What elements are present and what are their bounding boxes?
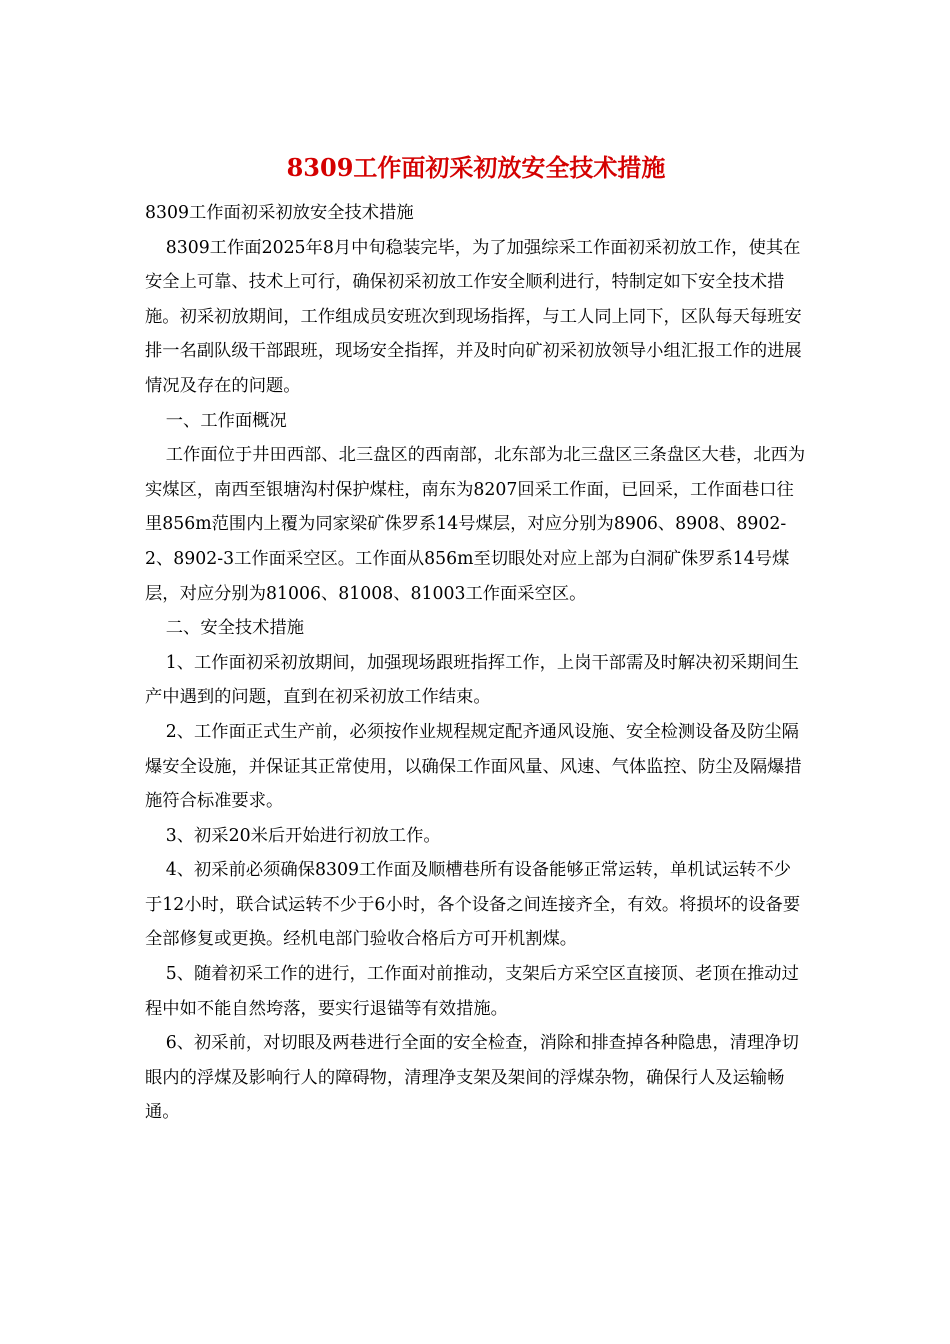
overview-paragraph: 工作面位于井田西部、北三盘区的西南部，北东部为北三盘区三条盘区大巷，北西为实煤区，南西至银塘沟村保护煤柱，南东为8207回采工作面，已回采，工作面巷口往里856m范围内上覆为同家梁矿侏罗系14号煤层，对应分别为8906、8908、8902-2、8902-3工作面采空区。工作面从856m至切眼处对应上部为白洞矿侏罗系14号煤层，对应分别为81006、81008、81003工作面采空区。	[145, 445, 806, 604]
section-heading-overview: 一、工作面概况	[165, 410, 287, 431]
document-title: 8309工作面初采初放安全技术措施	[286, 153, 666, 182]
intro-paragraph: 8309工作面2025年8月中旬稳装完毕，为了加强综采工作面初采初放工作，使其在安全上可靠、技术上可行，确保初采初放工作安全顺利进行，特制定如下安全技术措施。初采初放期间，工作组成员安班次到现场指挥，与工人同上同下，区队每天每班安排一名副队级干部跟班，现场安全指挥，并及时向矿初采初放领导小组汇报工作的进展情况及存在的问题。	[145, 237, 802, 396]
document-subtitle: 8309工作面初采初放安全技术措施	[145, 203, 414, 223]
measure-item-6: 6、初采前，对切眼及两巷进行全面的安全检查，消除和排查掉各种隐患，清理净切眼内的浮煤及影响行人的障碍物，清理净支架及架间的浮煤杂物，确保行人及运输畅通。	[145, 1033, 799, 1123]
measure-item-4: 4、初采前必须确保8309工作面及顺槽巷所有设备能够正常运转，单机试运转不少于12小时，联合试运转不少于6小时，各个设备之间连接齐全，有效。将损坏的设备要全部修复或更换。经机电部门验收合格后方可开机割煤。	[145, 860, 801, 950]
document-page	[145, 145, 807, 1130]
section-heading-measures: 二、安全技术措施	[165, 618, 305, 639]
measure-item-5: 5、随着初采工作的进行，工作面对前推动，支架后方采空区直接顶、老顶在推动过程中如不能自然垮落，要实行退锚等有效措施。	[145, 964, 799, 1019]
measure-item-3: 3、初采20米后开始进行初放工作。	[165, 825, 441, 846]
measure-item-2: 2、工作面正式生产前，必须按作业规程规定配齐通风设施、安全检测设备及防尘隔爆安全设施，并保证其正常使用，以确保工作面风量、风速、气体监控、防尘及隔爆措施符合标准要求。	[145, 721, 802, 812]
measure-item-1: 1、工作面初采初放期间，加强现场跟班指挥工作，上岗干部需及时解决初采期间生产中遇到的问题，直到在初采初放工作结束。	[145, 652, 799, 708]
